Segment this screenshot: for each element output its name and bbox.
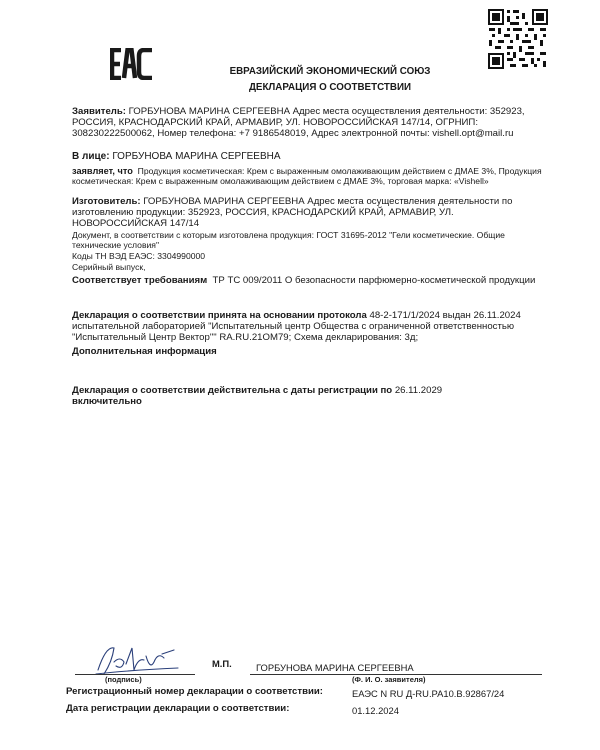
qr-code [487, 8, 549, 70]
complies-section [72, 275, 542, 286]
manufacturer-label: Изготовитель: [72, 196, 141, 207]
document-line: Документ, в соответствии с которым изготовлена продукция: ГОСТ 31695-2012 "Гели косметические. Общие технические условия" [72, 230, 505, 250]
declares-section [72, 166, 542, 186]
validity-section [72, 385, 542, 407]
signer-name-caption: (Ф. И. О. заявителя) [352, 675, 426, 684]
basis-label: Декларация о соответствии принята на основании протокола [72, 310, 367, 321]
basis-section [72, 310, 542, 343]
eac-logo [110, 48, 154, 80]
applicant-text: ГОРБУНОВА МАРИНА СЕРГЕЕВНА Адрес места осуществления деятельности: 352923, РОССИЯ, КРАСНОДАРСКИЙ КРАЙ, АРМАВИР, УЛ. НОВОРОССИЙСКАЯ 147/14, ОГРНИП: 308230222500062, Номер телефона: +7 9186548019, Адрес электронной почты: vishell.opt@mail.ru [72, 106, 525, 139]
additional-info-label: Дополнительная информация [72, 346, 217, 357]
registration-date: 01.12.2024 [352, 705, 399, 716]
person-section [72, 151, 542, 162]
codes-line: Коды ТН ВЭД ЕАЭС: 3304990000 [72, 251, 206, 261]
registration-date-label: Дата регистрации декларации о соответствии: [66, 703, 290, 714]
declares-label: заявляет, что [72, 166, 133, 176]
complies-text: ТР ТС 009/2011 О безопасности парфюмерно-косметической продукции [212, 275, 536, 286]
validity-suffix: включительно [72, 396, 142, 407]
validity-label: Декларация о соответствии действительна с даты регистрации по [72, 385, 393, 396]
registration-number: ЕАЭС N RU Д-RU.PA10.B.92867/24 [352, 688, 505, 699]
union-title: ЕВРАЗИЙСКИЙ ЭКОНОМИЧЕСКИЙ СОЮЗ [229, 66, 431, 77]
signature-caption: (подпись) [105, 675, 142, 684]
manufacturer-text: ГОРБУНОВА МАРИНА СЕРГЕЕВНА Адрес места осуществления деятельности по изготовлению продукции: 352923, РОССИЯ, КРАСНОДАРСКИЙ КРАЙ, АРМАВИР, УЛ. НОВОРОССИЙСКАЯ 147/14 [72, 196, 513, 229]
applicant-label: Заявитель: [72, 106, 126, 117]
applicant-section [72, 106, 542, 139]
serial-line: Серийный выпуск, [72, 262, 146, 272]
person-text: ГОРБУНОВА МАРИНА СЕРГЕЕВНА [112, 151, 281, 162]
document-title: ДЕКЛАРАЦИЯ О СООТВЕТСТВИИ [248, 82, 412, 93]
registration-number-label: Регистрационный номер декларации о соответствии: [66, 686, 323, 697]
declares-text: Продукция косметическая: Крем с выраженным омолаживающим действием с ДМАЕ 3%, Продукция косметическая: Крем с выраженным омолаживающим действием с ДМАЕ 3%, торговая марка: «Vishell» [72, 166, 542, 186]
person-label: В лице: [72, 151, 110, 162]
signer-name: ГОРБУНОВА МАРИНА СЕРГЕЕВНА [256, 662, 414, 673]
seal-placeholder: М.П. [212, 658, 232, 669]
validity-date: 26.11.2029 [394, 385, 443, 396]
manufacturer-section [72, 196, 542, 229]
basis-text: 48-2-171/1/2024 выдан 26.11.2024 испытательной лабораторией "Испытательный центр Общества с ограниченной ответственностью "Испытательный Центр Вектор"" RA.RU.21ОМ79; Схема декларирования: 3д; [72, 310, 521, 343]
complies-label: Соответствует требованиям [72, 275, 208, 286]
